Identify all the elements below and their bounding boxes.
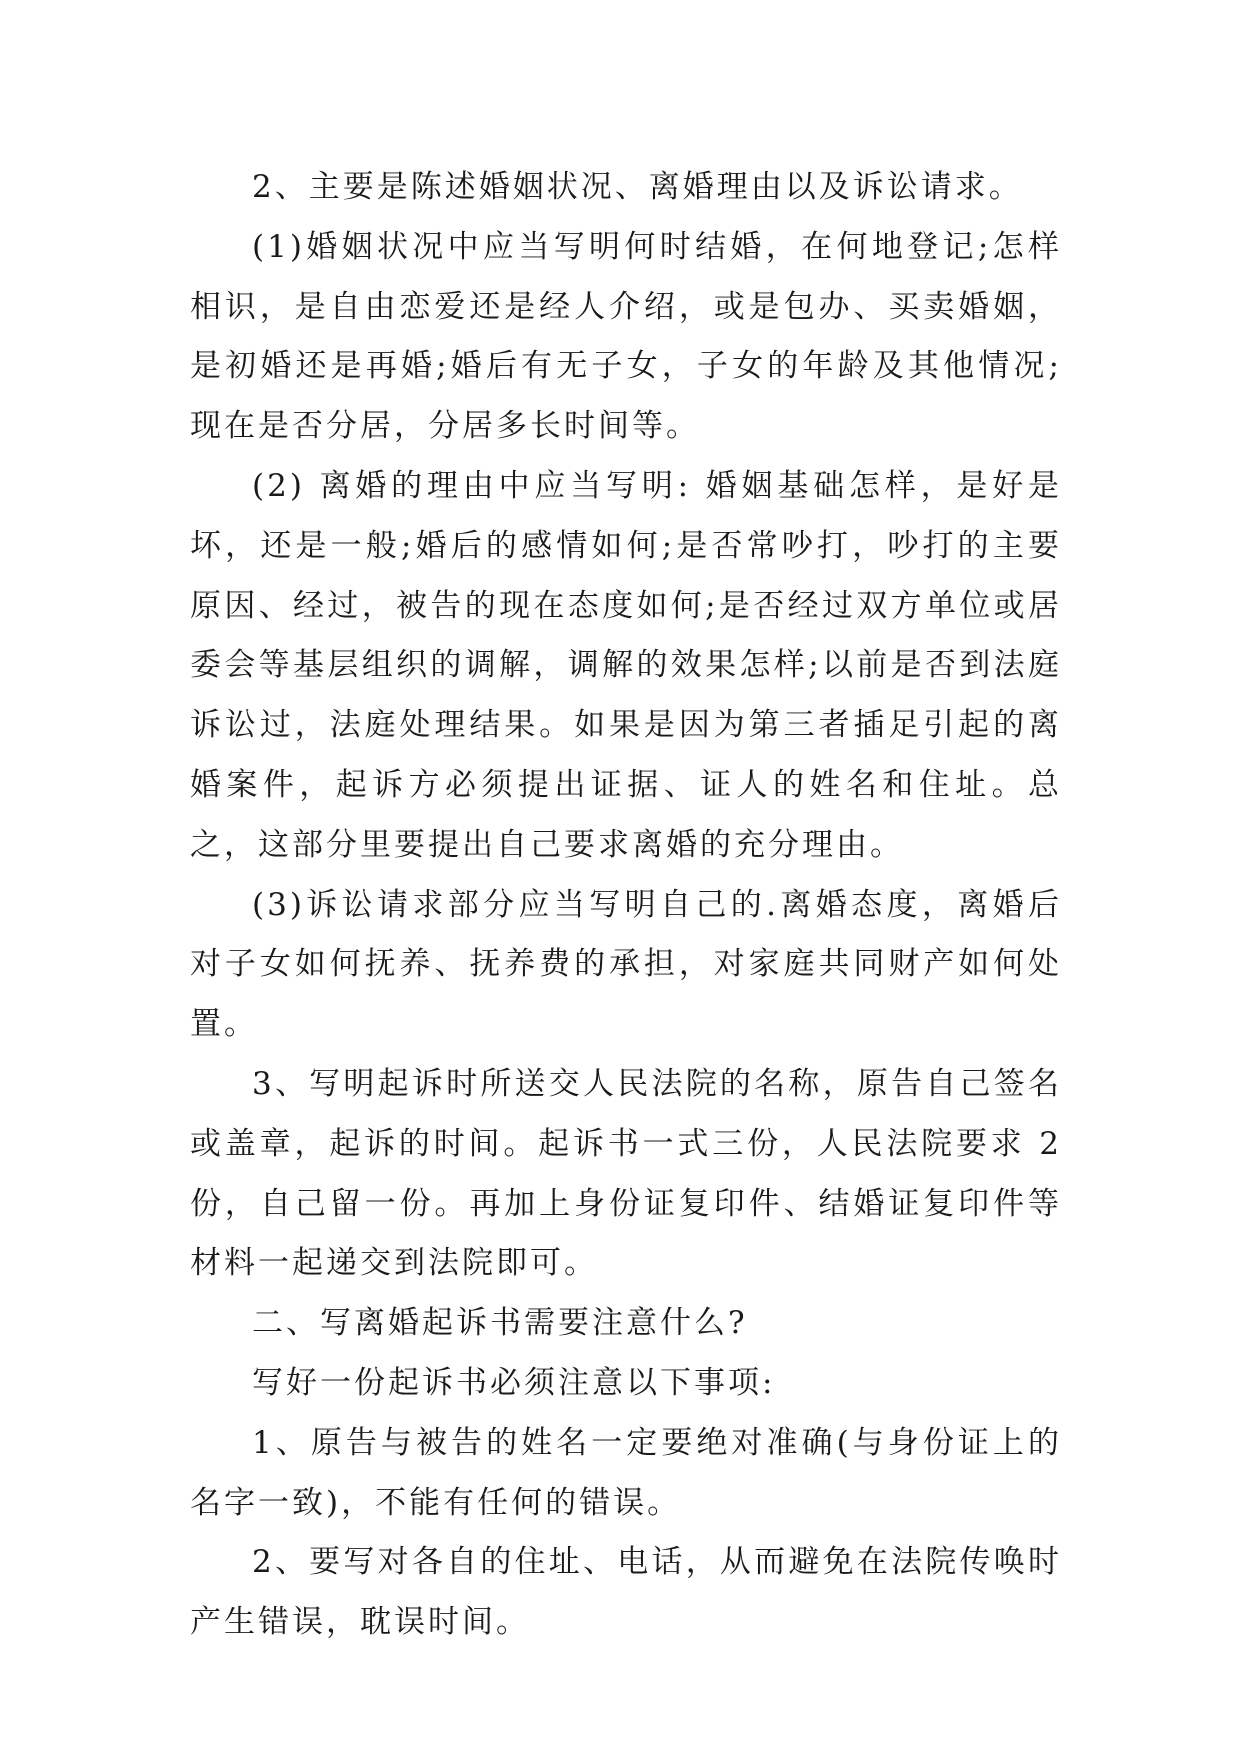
paragraph-divorce-reasons: (2) 离婚的理由中应当写明: 婚姻基础怎样，是好是坏，还是一般;婚后的感情如何;是否常吵打，吵打的主要原因、经过，被告的现在态度如何;是否经过双方单位或居委会等基层组织的调解，调解的效果怎样;以前是否到法庭诉讼过，法庭处理结果。如果是因为第三者插足引起的离婚案件，起诉方必须提出证据、证人的姓名和住址。总之，这部分里要提出自己要求离婚的充分理由。 bbox=[190, 467, 1062, 863]
paragraph-notes-intro: 写好一份起诉书必须注意以下事项: bbox=[252, 1364, 776, 1401]
paragraph-note-address: 2、要写对各自的住址、电话，从而避免在法院传唤时产生错误，耽误时间。 bbox=[190, 1544, 1062, 1641]
paragraph-litigation-request: (3)诉讼请求部分应当写明自己的.离婚态度，离婚后对子女如何抚养、抚养费的承担，对家庭共同财产如何处置。 bbox=[190, 886, 1062, 1043]
paragraph-court-submission: 3、写明起诉时所送交人民法院的名称，原告自己签名或盖章，起诉的时间。起诉书一式三份，人民法院要求 2 份，自己留一份。再加上身份证复印件、结婚证复印件等材料一起递交到法院即可。 bbox=[190, 1065, 1062, 1282]
paragraph-marriage-status: (1)婚姻状况中应当写明何时结婚，在何地登记;怎样相识，是自由恋爱还是经人介绍，或是包办、买卖婚姻，是初婚还是再婚;婚后有无子女，子女的年龄及其他情况;现在是否分居，分居多长时间等。 bbox=[190, 228, 1062, 445]
section-heading-notes: 二、写离婚起诉书需要注意什么? bbox=[252, 1305, 748, 1342]
paragraph-note-names: 1、原告与被告的姓名一定要绝对准确(与身份证上的名字一致)，不能有任何的错误。 bbox=[190, 1424, 1062, 1521]
document-body bbox=[190, 158, 1062, 1653]
paragraph-main-content: 2、主要是陈述婚姻状况、离婚理由以及诉讼请求。 bbox=[252, 169, 1023, 205]
